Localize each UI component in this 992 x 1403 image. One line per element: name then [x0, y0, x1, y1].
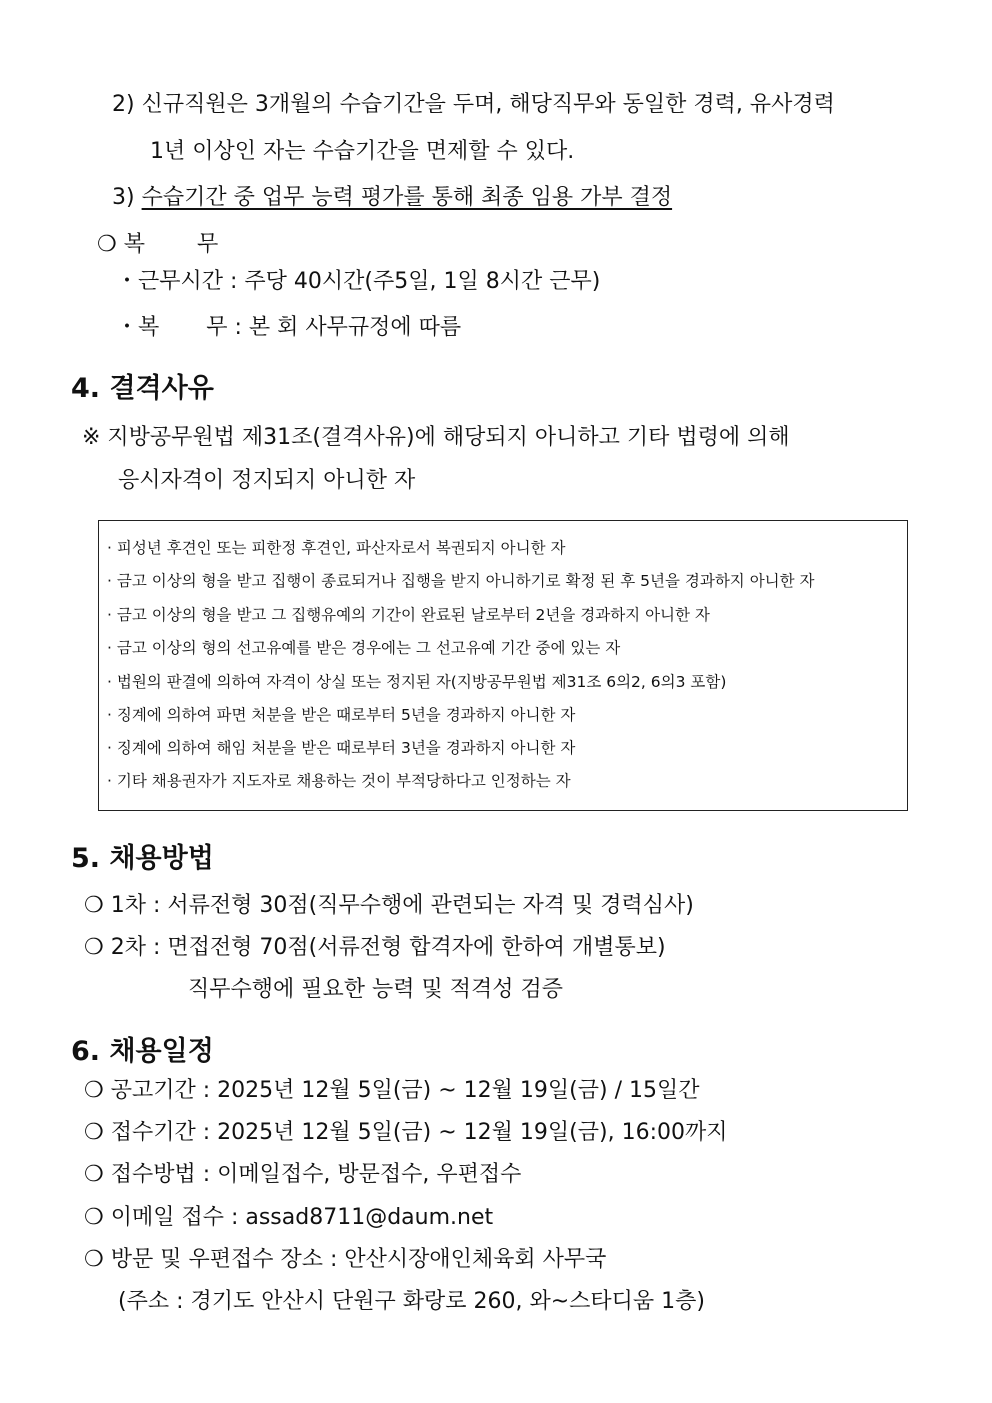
section-4-heading: 4. 결격사유 — [71, 373, 214, 404]
disqualification-item: · 금고 이상의 형을 받고 집행이 종료되거나 집행을 받지 아니하기로 확정 된 후 5년을 경과하지 아니한 자 — [107, 572, 815, 590]
first-stage-line: ❍ 1차 : 서류전형 30점(직무수행에 관련되는 자격 및 경력심사) — [84, 893, 694, 918]
probation-evaluation-text: 수습기간 중 업무 능력 평가를 통해 최종 임용 가부 결정 — [141, 185, 673, 210]
disqualification-item: · 징계에 의하여 해임 처분을 받은 때로부터 3년을 경과하지 아니한 자 — [107, 739, 576, 757]
service-regulation-label-b: 무 : 본 회 사무규정에 따름 — [206, 315, 462, 340]
service-title-part-2: 무 — [197, 232, 219, 257]
disqualification-item: · 징계에 의하여 파면 처분을 받은 때로부터 5년을 경과하지 아니한 자 — [107, 706, 576, 724]
service-subheading — [97, 230, 218, 260]
receipt-method-line: ❍ 접수방법 : 이메일접수, 방문접수, 우편접수 — [84, 1162, 522, 1187]
section-5-heading: 5. 채용방법 — [71, 843, 214, 874]
second-stage-line: ❍ 2차 : 면접전형 70점(서류전형 합격자에 한하여 개별통보) — [84, 935, 666, 960]
email-receipt-line: ❍ 이메일 접수 : assad8711@daum.net — [84, 1205, 494, 1230]
service-bullet: ❍ — [97, 232, 117, 257]
disqualification-item: · 피성년 후견인 또는 피한정 후견인, 파산자로서 복권되지 아니한 자 — [107, 539, 566, 557]
disqualification-note-line-2: 응시자격이 정지되지 아니한 자 — [118, 468, 416, 493]
second-stage-continuation: 직무수행에 필요한 능력 및 적격성 검증 — [188, 977, 563, 1002]
disqualification-item: · 금고 이상의 형을 받고 그 집행유예의 기간이 완료된 날로부터 2년을 경과하지 아니한 자 — [107, 606, 710, 624]
receipt-period-line: ❍ 접수기간 : 2025년 12월 5일(금) ~ 12월 19일(금), 16:00까지 — [84, 1120, 728, 1145]
service-regulation-line — [116, 313, 461, 343]
probation-rule-line-2: 1년 이상인 자는 수습기간을 면제할 수 있다. — [150, 139, 575, 164]
disqualification-item: · 법원의 판결에 의하여 자격이 상실 또는 정지된 자(지방공무원법 제31조 6의2, 6의3 포함) — [107, 673, 727, 691]
service-title-part-1: 복 — [123, 232, 145, 257]
disqualification-note-line-1: ※ 지방공무원법 제31조(결격사유)에 해당되지 아니하고 기타 법령에 의해 — [82, 425, 790, 450]
probation-rule-line-1: 2) 신규직원은 3개월의 수습기간을 두며, 해당직무와 동일한 경력, 유사경력 — [112, 92, 835, 117]
address-line: (주소 : 경기도 안산시 단원구 화랑로 260, 와~스타디움 1층) — [118, 1289, 705, 1314]
section-6-heading: 6. 채용일정 — [71, 1036, 214, 1067]
receipt-place-line: ❍ 방문 및 우편접수 장소 : 안산시장애인체육회 사무국 — [84, 1247, 607, 1272]
notice-period-line: ❍ 공고기간 : 2025년 12월 5일(금) ~ 12월 19일(금) / 15일간 — [84, 1078, 700, 1103]
disqualification-box — [98, 520, 908, 811]
probation-evaluation-prefix: 3) — [112, 185, 135, 210]
disqualification-item: · 기타 채용권자가 지도자로 채용하는 것이 부적당하다고 인정하는 자 — [107, 772, 571, 790]
working-hours-line: ・근무시간 : 주당 40시간(주5일, 1일 8시간 근무) — [116, 269, 601, 294]
probation-evaluation-line — [112, 183, 672, 213]
disqualification-item: · 금고 이상의 형의 선고유예를 받은 경우에는 그 선고유예 기간 중에 있는 자 — [107, 639, 621, 657]
service-regulation-label-a: ・복 — [116, 315, 160, 340]
